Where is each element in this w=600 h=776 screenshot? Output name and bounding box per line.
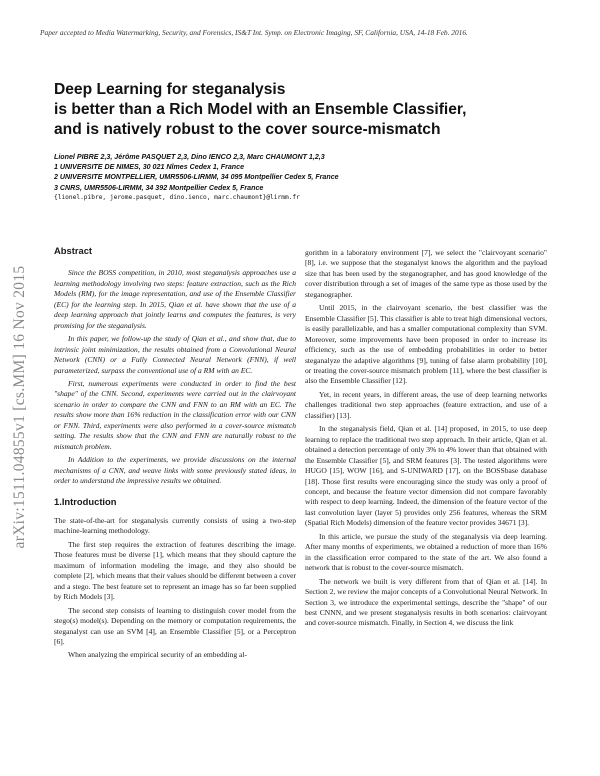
introduction-heading: 1.Introduction: [54, 495, 117, 507]
left-column: [54, 246, 296, 661]
affiliation: 2 UNIVERSITE MONTPELLIER, UMR5506-LIRMM, 34 095 Montpellier Cedex 5, France: [54, 173, 339, 182]
body-paragraph: In this article, we pursue the study of the steganalysis via deep learning. After many months of experiments, we obtained a reduction of more than 16% in the classification error compared to the state of the art. We also found a network that is robust to the cover-source mismatch.: [305, 531, 547, 573]
intro-paragraph: The first step requires the extraction of features describing the image. Those features must be diverse [1], which means that they should capture the maximum of information modeling the image, and they also should be complete [2], which means that their values should be different between a cover and a stego. The best feature set to represent an image has so far been supplied by Rich Models [3].: [54, 539, 296, 602]
body-paragraph: In the steganalysis field, Qian et al. [14] proposed, in 2015, to use deep learning to replace the traditional two step approach. In their article, Qian et al. obtained a detection percentage of only 3% to 4% lower than that obtained with the Ensemble Classifier [5], and SRM features [3]. The tested algorithms were HUGO [15], WOW [16], and S-UNIWARD [17], on the BOSSbase database [18]. Those first results were encouraging since the study was only a proof of concept, and because the feature vector dimension did not compare favorably with respect to deep learning. Indeed, the dimension of the feature vector of the last convolution layer (layer 5) provides only 256 features, whereas the SRM (Spatial Rich Models) dimension of the feature vector provides 34671 [3].: [305, 424, 547, 528]
body-paragraph: The network we built is very different from that of Qian et al. [14]. In Section 2, we review the major concepts of a Convolutional Neural Network. In Section 3, we introduce the experimental settings, describe the "shape" of our best CNNN, and we present steganalysis results in both scenarios: clairvoyant and cover-source mismatch. Finally, in Section 4, we discuss the link: [305, 576, 547, 628]
title-line: Deep Learning for steganalysis: [54, 81, 286, 98]
abstract-paragraph: First, numerous experiments were conducted in order to find the best "shape" of the CNN. Second, experiments were carried out in the clairvoyant scenario in order to compare the CNN and FNN to an RM with an EC. The results show more than 16% reduction in the classification error with our CNN or FNN. Third, experiments were also performed in a cover-source mismatch setting. The results show that the CNN and FNN are naturally robust to the mismatch problem.: [54, 378, 296, 451]
abstract-heading: Abstract: [54, 245, 93, 256]
author-names: Lionel PIBRE 2,3, Jérôme PASQUET 2,3, Dino IENCO 2,3, Marc CHAUMONT 1,2,3: [54, 153, 325, 161]
arxiv-stamp: arXiv:1511.04855v1 [cs.MM] 16 Nov 2015: [11, 265, 28, 549]
affiliation: 1 UNIVERSITE DE NIMES, 30 021 Nîmes Cedex 1, France: [54, 163, 245, 172]
header-note: Paper accepted to Media Watermarking, Security, and Forensics, IS&T Int. Symp. on Electronic Imaging, SF, California, USA, 14-18 Feb. 2016.: [40, 28, 468, 37]
abstract-paragraph: Since the BOSS competition, in 2010, most steganalysis approaches use a learning methodology involving two steps: feature extraction, such as the Rich Models (RM), for the image representation, and use of the Ensemble Classifier (EC) for the learning step. In 2015, Qian et al. have shown that the use of a deep learning approach that jointly learns and computes the features, is very promising for the steganalysis.: [54, 268, 296, 330]
body-paragraph: Until 2015, in the clairvoyant scenario, the best classifier was the Ensemble Classifier [5]. This classifier is able to treat high dimensional vectors, is easily parallelizable, and has a smaller computational complexity than SVM. Moreover, some improvements have been proposed in order to increase its efficiency, such as the use of embedding probabilities in order to better steganalyze the adaptive algorithms [9], tuning of false alarm probability [10], or treating the cover-source mismatch problem [11], where the best classifier is also the Ensemble Classifier [12].: [305, 303, 547, 386]
intro-paragraph: The state-of-the-art for steganalysis currently consists of using a two-step machine-learning methodology.: [54, 515, 296, 536]
title-line: and is natively robust to the cover source-mismatch: [54, 121, 441, 138]
abstract-section: [54, 246, 296, 487]
abstract-paragraph: In this paper, we follow-up the study of Qian et al., and show that, due to intrinsic joint minimization, the results obtained from a Convolutional Neural Network (CNN) or a Fully Connected Neural Network (FNN), if well parameterized, surpass the conventional use of a RM with an EC.: [54, 334, 296, 375]
paper-title: [54, 80, 554, 140]
intro-paragraph: The second step consists of learning to distinguish cover model from the stego(s) model(s). Depending on the memory or computation requirements, the steganalyst can use an SVM [4], an Ensemble Classifier [5], or a Perceptron [6].: [54, 605, 296, 646]
abstract-paragraph: In Addition to the experiments, we provide discussions on the internal mechanisms of a CNN, and weave links with some previously stated ideas, in order to understand the impressive results we obtained.: [54, 455, 296, 486]
author-emails: {lionel.pibre, jerome.pasquet, dino.ienco, marc.chaumont}@lirmm.fr: [54, 193, 300, 201]
author-block: [54, 152, 554, 203]
body-paragraph: gorithm in a laboratory environment [7], we select the "clairvoyant scenario" [8], i.e. we suppose that the steganalyst knows the algorithm and the payload size that has been used by the steganographer, and has good knowledge of the cover distribution through a set of images of the same type as those used by the steganographer.: [305, 248, 547, 299]
title-line: is better than a Rich Model with an Ensemble Classifier,: [54, 101, 467, 118]
right-column: [305, 248, 547, 629]
affiliation: 3 CNRS, UMR5506-LIRMM, 34 392 Montpellier Cedex 5, France: [54, 183, 264, 192]
body-paragraph: Yet, in recent years, in different areas, the use of deep learning networks challenges traditional two step approaches (feature extraction, and use of a classifier) [13].: [305, 389, 547, 420]
intro-paragraph: When analyzing the empirical security of an embedding al-: [68, 650, 247, 660]
